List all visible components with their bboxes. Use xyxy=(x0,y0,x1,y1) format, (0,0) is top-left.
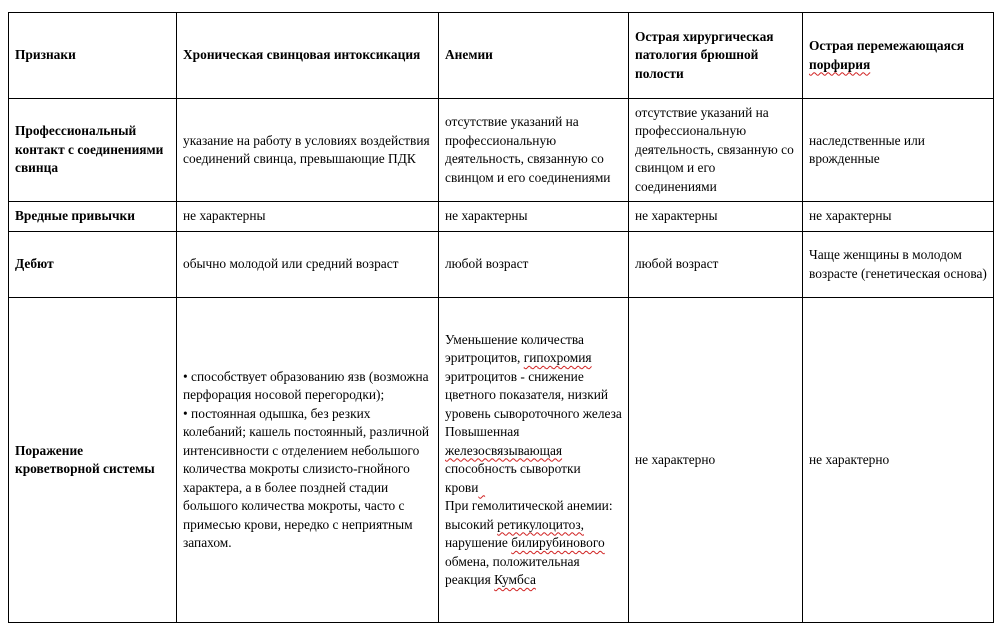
comparison-table xyxy=(8,12,994,623)
table-row xyxy=(9,99,994,202)
table-row xyxy=(9,298,994,623)
anemia-paragraph-2: Повышенная железосвязывающая способность сыворотки крови xyxy=(445,424,581,495)
cell-lead-professional: указание на работу в условиях воздействия соединений свинца, превышающие ПДК xyxy=(177,99,439,202)
cell-lead-debut: обычно молодой или средний возраст xyxy=(177,232,439,298)
row-label-hematopoietic: Поражение кроветворной системы xyxy=(9,298,177,623)
cell-surgical-hematopoietic: не характерно xyxy=(629,298,803,623)
cell-porphyria-professional: наследственные или врожденные xyxy=(803,99,994,202)
row-label-professional-contact: Профессиональный контакт с соединениями свинца xyxy=(9,99,177,202)
cell-porphyria-debut: Чаще женщины в молодом возрасте (генетическая основа) xyxy=(803,232,994,298)
cell-porphyria-hematopoietic: не характерно xyxy=(803,298,994,623)
cell-anemia-professional: отсутствие указаний на профессиональную деятельность, связанную со свинцом и его соединениями xyxy=(439,99,629,202)
table-row xyxy=(9,202,994,232)
header-porphyria xyxy=(803,13,994,99)
bullet-item: • постоянная одышка, без резких колебаний; кашель постоянный, различной интенсивности с отделением небольшого количества мокроты слизисто-гнойного характера, а в более поздней стадии большого количества мокроты, часто с примесью крови, нередко с неприятным запахом. xyxy=(183,405,430,550)
row-label-bad-habits: Вредные привычки xyxy=(9,202,177,232)
header-signs: Признаки xyxy=(9,13,177,99)
cell-anemia-debut: любой возраст xyxy=(439,232,629,298)
cell-surgical-habits: не характерны xyxy=(629,202,803,232)
cell-surgical-debut: любой возраст xyxy=(629,232,803,298)
cell-porphyria-habits: не характерны xyxy=(803,202,994,232)
row-label-debut: Дебют xyxy=(9,232,177,298)
cell-surgical-professional: отсутствие указаний на профессиональную деятельность, связанную со свинцом и его соединениями xyxy=(629,99,803,202)
cell-anemia-hematopoietic xyxy=(439,298,629,623)
header-porphyria-text: Острая перемежающаяся порфирия xyxy=(809,38,965,72)
anemia-paragraph-3: При гемолитической анемии: высокий ретикулоцитоз, нарушение билирубинового обмена, положительная реакция Кумбса xyxy=(445,498,613,587)
header-acute-surgical-pathology: Острая хирургическая патология брюшной полости xyxy=(629,13,803,99)
cell-lead-hematopoietic xyxy=(177,298,439,623)
header-chronic-lead-intoxication: Хроническая свинцовая интоксикация xyxy=(177,13,439,99)
header-anemia: Анемии xyxy=(439,13,629,99)
cell-anemia-habits: не характерны xyxy=(439,202,629,232)
anemia-paragraph-1: Уменьшение количества эритроцитов, гипохромия эритроцитов - снижение цветного показателя, низкий уровень сывороточного железа xyxy=(445,331,622,421)
table-row xyxy=(9,232,994,298)
header-row xyxy=(9,13,994,99)
bullet-item: • способствует образованию язв (возможна перфорация носовой перегородки); xyxy=(183,368,429,402)
cell-lead-habits: не характерны xyxy=(177,202,439,232)
